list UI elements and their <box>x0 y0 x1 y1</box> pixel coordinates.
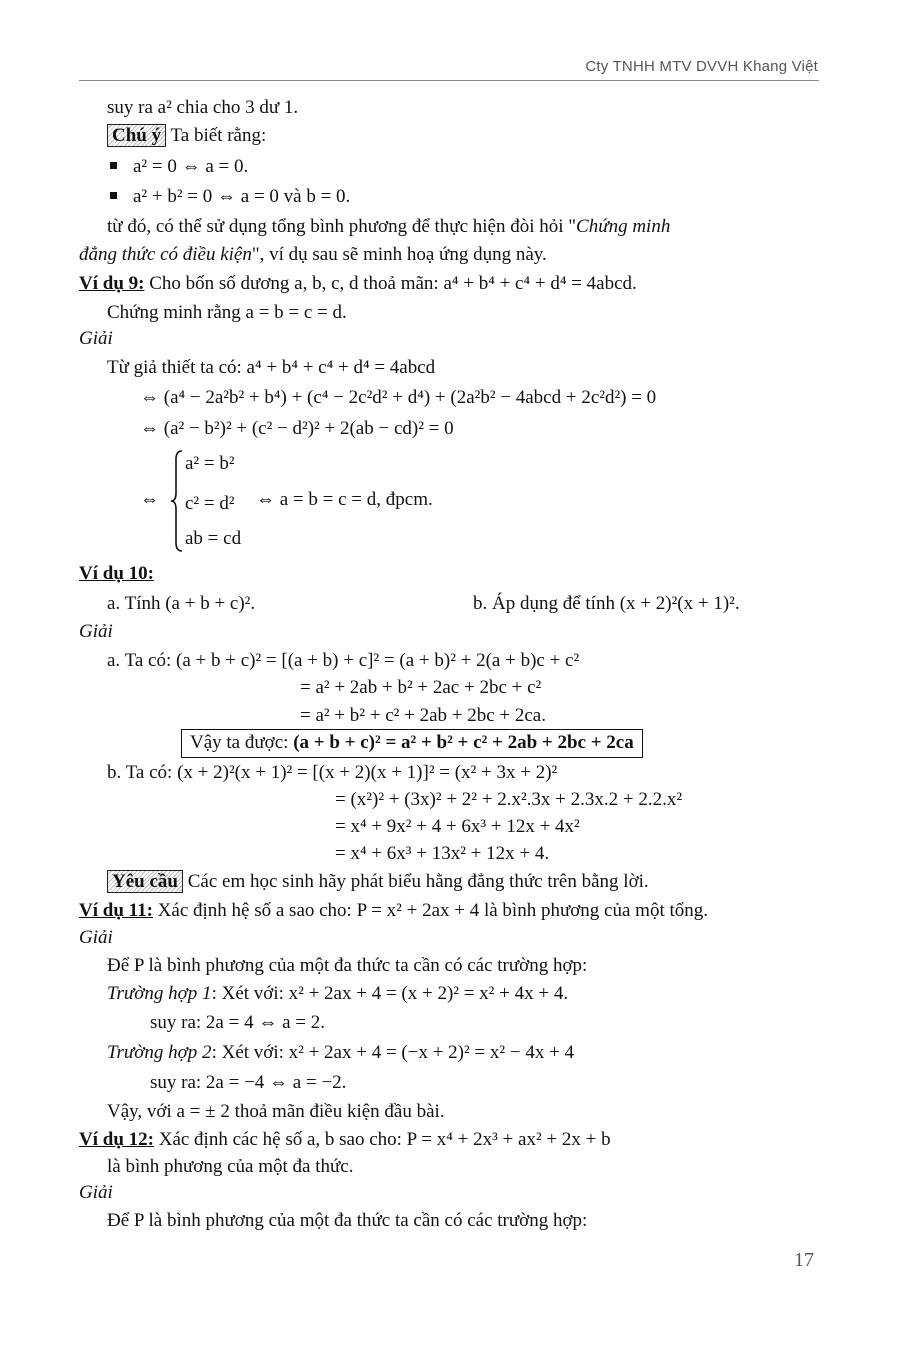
solution-label: Giải <box>79 1182 113 1203</box>
bullet-item-1: a² = 0 ⇔ a = 0. <box>110 156 248 179</box>
solution-step: ⇔ (a⁴ − 2a²b² + b⁴) + (c⁴ − 2c²d² + d⁴) + (2a²b² − 4abcd + 2c²d²) = 0 <box>140 387 657 408</box>
example-11-label: Ví dụ 11: <box>79 900 153 921</box>
page-number: 17 <box>794 1249 814 1271</box>
example-12-text: là bình phương của một đa thức. <box>107 1156 354 1177</box>
example-11-conclusion: Vậy, với a = ± 2 thoả mãn điều kiện đầu bài. <box>107 1101 445 1122</box>
bullet-icon <box>110 162 117 169</box>
solution-step: = a² + 2ab + b² + 2ac + 2bc + c² <box>300 677 542 698</box>
solution-step: = a² + b² + c² + 2ab + 2bc + 2ca. <box>300 705 546 726</box>
system-equation-1: a² = b² <box>185 453 235 474</box>
result-box <box>181 729 643 758</box>
result-box-formula: (a + b + c)² = a² + b² + c² + 2ab + 2bc + 2ca <box>293 732 634 753</box>
example-10-label: Ví dụ 10: <box>79 563 154 584</box>
solution-step: b. Ta có: (x + 2)²(x + 1)² = [(x + 2)(x + 1)]² = (x² + 3x + 2)² <box>107 762 558 783</box>
case-2: Trường hợp 2: Xét với: x² + 2ax + 4 = (−x + 2)² = x² − 4x + 4 <box>107 1042 575 1063</box>
example-9-heading: Ví dụ 9: Cho bốn số dương a, b, c, d thoả mãn: a⁴ + b⁴ + c⁴ + d⁴ = 4abcd. <box>79 273 637 294</box>
example-12-heading: Ví dụ 12: Xác định các hệ số a, b sao cho: P = x⁴ + 2x³ + ax² + 2x + b <box>79 1129 611 1150</box>
equivalence-symbol: ⇔ <box>140 489 159 510</box>
intro-paragraph-1: từ đó, có thể sử dụng tổng bình phương để thực hiện đòi hỏi "Chứng minh <box>107 216 671 237</box>
example-12-label: Ví dụ 12: <box>79 1129 154 1150</box>
case-1: Trường hợp 1: Xét với: x² + 2ax + 4 = (x + 2)² = x² + 4x + 4. <box>107 983 569 1004</box>
system-equation-3: ab = cd <box>185 528 242 549</box>
requirement-line: Yêu cầu Các em học sinh hãy phát biểu hằng đẳng thức trên bằng lời. <box>107 871 649 894</box>
note-text: Ta biết rằng: <box>170 125 267 146</box>
solution-step: = x⁴ + 9x² + 4 + 6x³ + 12x + 4x² <box>335 816 580 837</box>
bullet-icon <box>110 192 117 199</box>
solution-label: Giải <box>79 328 113 349</box>
solution-step: a. Ta có: (a + b + c)² = [(a + b) + c]² = (a + b)² + 2(a + b)c + c² <box>107 650 580 671</box>
example-9-conclusion: ⇔ a = b = c = d, đpcm. <box>256 489 433 510</box>
example-10-question-b: b. Áp dụng để tính (x + 2)²(x + 1)². <box>473 593 740 614</box>
system-brace <box>170 449 184 553</box>
solution-label: Giải <box>79 927 113 948</box>
solution-step: Để P là bình phương của một đa thức ta cần có các trường hợp: <box>107 955 588 976</box>
solution-label: Giải <box>79 621 113 642</box>
note-line <box>107 125 266 148</box>
solution-step: = x⁴ + 6x³ + 13x² + 12x + 4. <box>335 843 550 864</box>
note-badge: Chú ý <box>107 124 166 147</box>
result-box-label: Vậy ta được: <box>190 732 289 753</box>
intro-line: suy ra a² chia cho 3 dư 1. <box>107 97 299 118</box>
example-11-heading: Ví dụ 11: Xác định hệ số a sao cho: P = x² + 2ax + 4 là bình phương của một tổng. <box>79 900 709 921</box>
requirement-badge: Yêu cầu <box>107 870 183 893</box>
solution-step: = (x²)² + (3x)² + 2² + 2.x².3x + 2.3x.2 + 2.2.x² <box>335 789 683 810</box>
page-header: Cty TNHH MTV DVVH Khang Việt <box>585 58 818 75</box>
solution-step: Để P là bình phương của một đa thức ta cần có các trường hợp: <box>107 1210 588 1231</box>
solution-step: ⇔ (a² − b²)² + (c² − d²)² + 2(ab − cd)² = 0 <box>140 418 454 439</box>
system-equation-2: c² = d² <box>185 493 235 514</box>
case-2-result: suy ra: 2a = −4 ⇔ a = −2. <box>150 1072 347 1093</box>
example-9-label: Ví dụ 9: <box>79 273 145 294</box>
solution-step: Từ giả thiết ta có: a⁴ + b⁴ + c⁴ + d⁴ = 4abcd <box>107 357 436 378</box>
bullet-item-2: a² + b² = 0 ⇔ a = 0 và b = 0. <box>110 186 350 209</box>
example-9-text: Chứng minh rằng a = b = c = d. <box>107 302 347 323</box>
case-1-result: suy ra: 2a = 4 ⇔ a = 2. <box>150 1012 325 1033</box>
header-rule <box>79 80 819 81</box>
example-10-question-a: a. Tính (a + b + c)². <box>107 593 256 614</box>
intro-paragraph-2: đẳng thức có điều kiện", ví dụ sau sẽ minh hoạ ứng dụng này. <box>79 244 547 265</box>
